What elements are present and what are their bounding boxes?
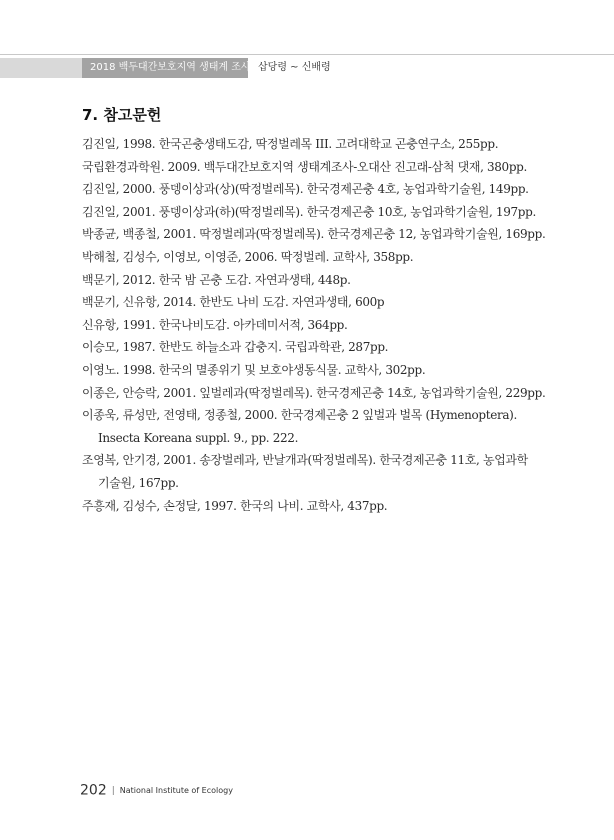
reference-item: 이종은, 안승락, 2001. 잎벌레과(딱정벌레목). 한국경제곤충 14호, 농업과학기술원, 229pp. (82, 385, 546, 400)
reference-item: 이승모, 1987. 한반도 하늘소과 갑충지. 국립과학관, 287pp. (82, 340, 389, 355)
section-title: 7. 참고문헌 (82, 106, 162, 124)
reference-item: 이영노. 1998. 한국의 멸종위기 및 보호야생동식물. 교학사, 302pp. (82, 362, 426, 377)
reference-item: 주흥재, 김성수, 손정달, 1997. 한국의 나비. 교학사, 437pp. (82, 498, 388, 513)
reference-item: 박종균, 백종철, 2001. 딱정벌레과(딱정벌레목). 한국경제곤충 12, 농업과학기술원, 169pp. (82, 227, 546, 242)
reference-item: 조영복, 안기경, 2001. 송장벌레과, 반날개과(딱정벌레목). 한국경제곤충 11호, 농업과학기술원, 167pp. (82, 453, 528, 490)
reference-item: 김진일, 2000. 풍뎅이상과(상)(딱정벌레목). 한국경제곤충 4호, 농업과학기술원, 149pp. (82, 182, 529, 197)
footer-institution: National Institute of Ecology (119, 786, 233, 795)
reference-item: 박해철, 김성수, 이영보, 이영준, 2006. 딱정벌레. 교학사, 358pp. (82, 249, 414, 264)
header-divider (0, 54, 614, 55)
reference-item: 백문기, 2012. 한국 밤 곤충 도감. 자연과생태, 448p. (82, 272, 351, 287)
running-header-section: 삽당령 ~ 신배령 (258, 62, 331, 73)
reference-item: 김진일, 1998. 한국곤충생태도감, 딱정벌레목 III. 고려대학교 곤충연구소, 255pp. (82, 137, 499, 151)
reference-item: 국립환경과학원. 2009. 백두대간보호지역 생태계조사-오대산 진고래-삼척 댓재, 380pp. (82, 159, 527, 174)
reference-item: 이종욱, 류성만, 전영태, 정종철, 2000. 한국경제곤충 2 잎벌과 벌목 (Hymenoptera). Insecta Koreana suppl. 9., pp. 222. (82, 408, 517, 445)
reference-item: 김진일, 2001. 풍뎅이상과(하)(딱정벌레목). 한국경제곤충 10호, 농업과학기술원, 197pp. (82, 204, 536, 219)
page-footer (80, 780, 233, 800)
header-accent-block (0, 58, 82, 78)
page-number: 202 (80, 782, 107, 799)
reference-item: 백문기, 신유항, 2014. 한반도 나비 도감. 자연과생태, 600p (82, 295, 385, 310)
reference-item: 신유항, 1991. 한국나비도감. 아카데미서적, 364pp. (82, 317, 348, 332)
footer-separator: | (111, 785, 115, 796)
running-header-title: 2018 백두대간보호지역 생태계 조사 (82, 58, 248, 78)
reference-list (82, 133, 546, 517)
